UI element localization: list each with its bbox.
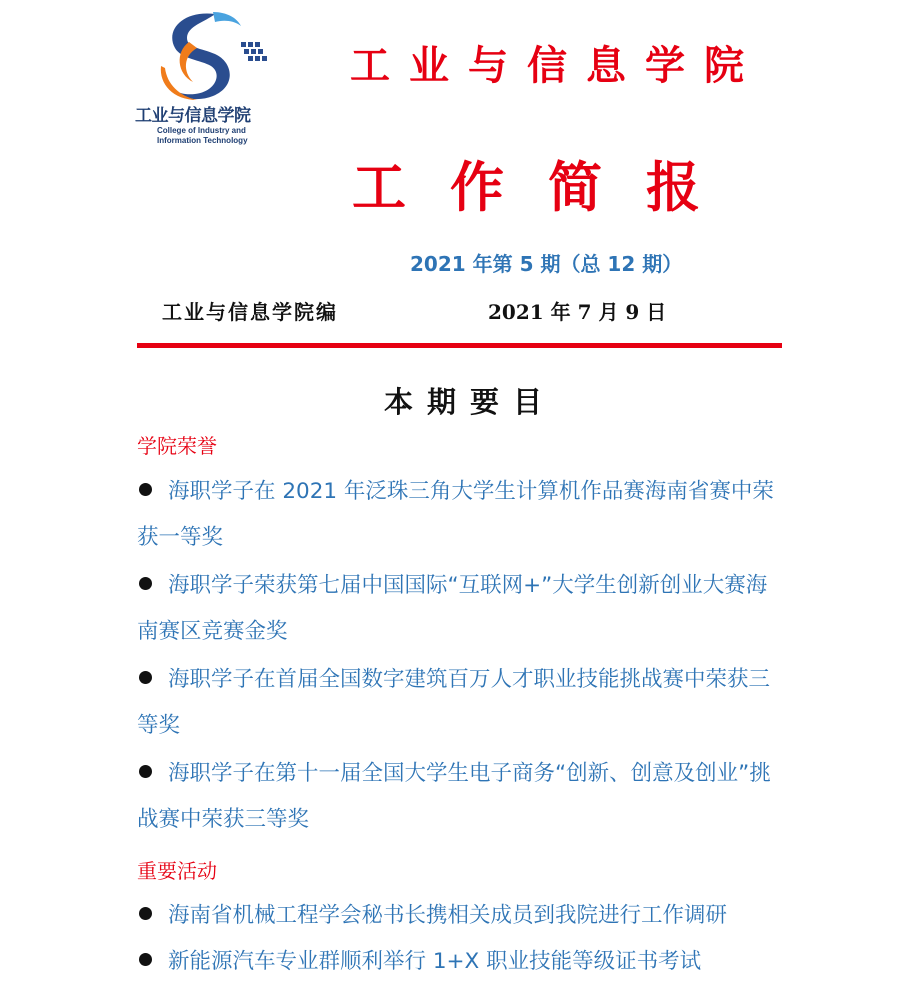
- toc-item-text: 新能源汽车专业群顺利举行 1+X 职业技能等级证书考试: [168, 949, 702, 974]
- toc-item: [137, 563, 777, 655]
- logo-name-en-line2: Information Technology: [157, 136, 248, 145]
- logo-name-cn: 工业与信息学院: [135, 106, 251, 126]
- toc-item-text: 海职学子在第十一届全国大学生电子商务“创新、创意及创业”挑战赛中荣获三等奖: [137, 761, 771, 832]
- toc-item: [137, 751, 777, 843]
- toc-item: [137, 939, 777, 985]
- toc-item-text: 海南省机械工程学会秘书长携相关成员到我院进行工作调研: [168, 903, 728, 928]
- bullet-icon: [139, 953, 152, 966]
- toc-item-text: 海职学子荣获第七届中国国际“互联网+”大学生创新创业大赛海南赛区竞赛金奖: [137, 573, 768, 644]
- college-title: 工业与信息学院: [350, 42, 763, 89]
- toc-item: [137, 657, 777, 749]
- college-logo: [135, 8, 295, 143]
- toc-item-text: 海职学子在首届全国数字建筑百万人才职业技能挑战赛中荣获三等奖: [137, 667, 771, 738]
- logo-name-en-line1: College of Industry and: [157, 126, 246, 135]
- editor-line: 工业与信息学院编: [162, 300, 338, 324]
- bullet-icon: [139, 577, 152, 590]
- brief-title: 工作简报: [352, 156, 744, 219]
- header-divider: [137, 343, 782, 348]
- bullet-icon: [139, 483, 152, 496]
- logo-name-en: [157, 126, 248, 146]
- section-heading-honors: 学院荣誉: [137, 434, 217, 458]
- toc-item-text: 海职学子在 2021 年泛珠三角大学生计算机作品赛海南省赛中荣获一等奖: [137, 479, 774, 550]
- toc-item: [137, 469, 777, 561]
- section-heading-activities: 重要活动: [137, 859, 217, 883]
- publish-date: 2021 年 7 月 9 日: [488, 300, 667, 324]
- bullet-icon: [139, 907, 152, 920]
- bullet-icon: [139, 765, 152, 778]
- bullet-icon: [139, 671, 152, 684]
- issue-number: 2021 年第 5 期（总 12 期）: [410, 252, 683, 276]
- toc-title: 本期要目: [384, 385, 557, 419]
- toc-item: [137, 893, 777, 939]
- college-logo-icon: [153, 8, 275, 103]
